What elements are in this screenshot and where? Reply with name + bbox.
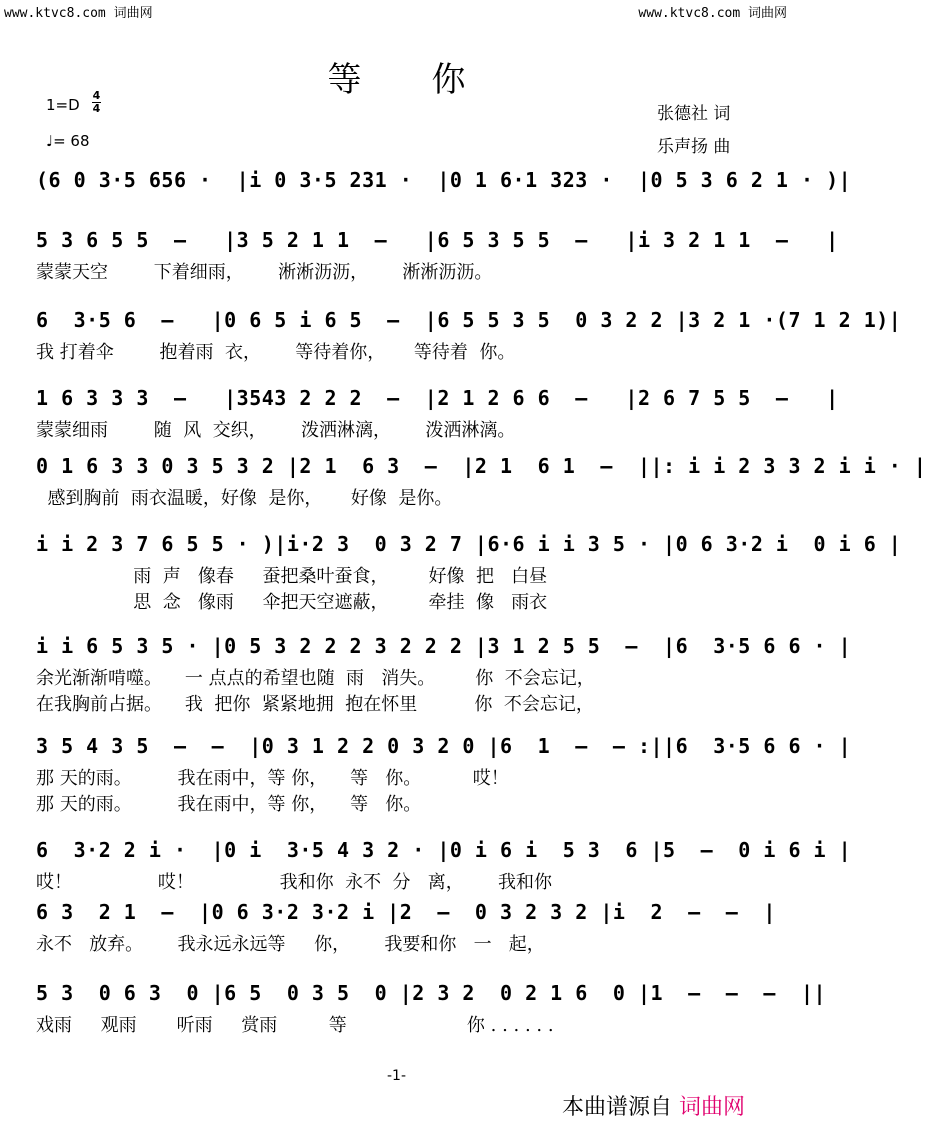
lyric-line: 永不 放弃。 我永远永远等 你， 我要和你 一 起， [36, 934, 545, 955]
footer-brand: 词曲网 [679, 1095, 746, 1120]
score-row-notes: i i 2 3 7 6 5 5 · )|i·2 3 0 3 2 7 |6·6 i i 3 5 · |0 6 3·2 i 0 i 6 | [36, 532, 902, 556]
score-row-notes: 6 3 2 1 – |0 6 3·2 3·2 i |2 – 0 3 2 3 2 |i 2 – – | [36, 900, 776, 924]
tempo-marking: ♩= 68 [46, 132, 90, 150]
lyric-line: 蒙蒙天空 下着细雨， 淅淅沥沥， 淅淅沥沥。 [36, 262, 493, 283]
key-signature: 1=D [46, 96, 80, 114]
lyric-line: 那 天的雨。 我在雨中，等 你， 等 你。 哎！ [36, 768, 509, 789]
score-row-notes: (6 0 3·5 656 · |i 0 3·5 231 · |0 1 6·1 323 · |0 5 3 6 2 1 · )| [36, 168, 852, 192]
score-row-notes: 5 3 0 6 3 0 |6 5 0 3 5 0 |2 3 2 0 2 1 6 0 |1 – – – || [36, 981, 827, 1005]
lyric-line: 感到胸前 雨衣温暖，好像 是你， 好像 是你。 [36, 488, 453, 509]
score-row-notes: 6 3·2 2 i · |0 i 3·5 4 3 2 · |0 i 6 i 5 3 6 |5 – 0 i 6 i | [36, 838, 852, 862]
lyric-line: 哎！ 哎！ 我和你 永不 分 离， 我和你 [36, 872, 553, 893]
score-row-notes: 5 3 6 5 5 – |3 5 2 1 1 – |6 5 3 5 5 – |i 3 2 1 1 – | [36, 228, 839, 252]
lyric-line: 戏雨 观雨 听雨 赏雨 等 你 . . . . . . [36, 1015, 554, 1036]
lyric-line: 我 打着伞 抱着雨 衣， 等待着你， 等待着 你。 [36, 342, 516, 363]
score-row-notes: 6 3·5 6 – |0 6 5 i 6 5 – |6 5 5 3 5 0 3 2 2 |3 2 1 ·(7 1 2 1)| [36, 308, 902, 332]
lyric-line: 思 念 像雨 伞把天空遮蔽， 牵挂 像 雨衣 [36, 592, 548, 613]
lyricist-credit: 张德社 词 [657, 104, 731, 124]
lyric-line: 蒙蒙细雨 随 风 交织， 泼洒淋漓， 泼洒淋漓。 [36, 420, 516, 441]
score-row-notes: 3 5 4 3 5 – – |0 3 1 2 2 0 3 2 0 |6 1 – – :||6 3·5 6 6 · | [36, 734, 852, 758]
watermark-right: www.ktvc8.com 词曲网 [638, 6, 787, 21]
lyric-line: 在我胸前占据。 我 把你 紧紧地拥 抱在怀里 你 不会忘记， [36, 694, 594, 715]
time-bottom: 4 [92, 102, 101, 115]
time-top: 4 [92, 89, 101, 102]
score-row-notes: 0 1 6 3 3 0 3 5 3 2 |2 1 6 3 – |2 1 6 1 – ||: i i 2 3 3 2 i i · | [36, 454, 926, 478]
song-title: 等你 [327, 60, 536, 100]
source-footer [562, 1090, 745, 1121]
composer-credit: 乐声扬 曲 [657, 137, 731, 157]
lyric-line: 余光渐渐啃噬。 一 点点的希望也随 雨 消失。 你 不会忘记， [36, 668, 595, 689]
watermark-left: www.ktvc8.com 词曲网 [4, 6, 153, 21]
lyric-line: 那 天的雨。 我在雨中，等 你， 等 你。 [36, 794, 422, 815]
score-row-notes: 1 6 3 3 3 – |3543 2 2 2 – |2 1 2 6 6 – |2 6 7 5 5 – | [36, 386, 839, 410]
footer-prefix: 本曲谱源自 [562, 1095, 673, 1120]
lyric-line: 雨 声 像春 蚕把桑叶蚕食， 好像 把 白昼 [36, 566, 548, 587]
time-signature [92, 90, 101, 115]
score-row-notes: i i 6 5 3 5 · |0 5 3 2 2 2 3 2 2 2 |3 1 2 5 5 – |6 3·5 6 6 · | [36, 634, 852, 658]
page-number: -1- [386, 1068, 406, 1084]
